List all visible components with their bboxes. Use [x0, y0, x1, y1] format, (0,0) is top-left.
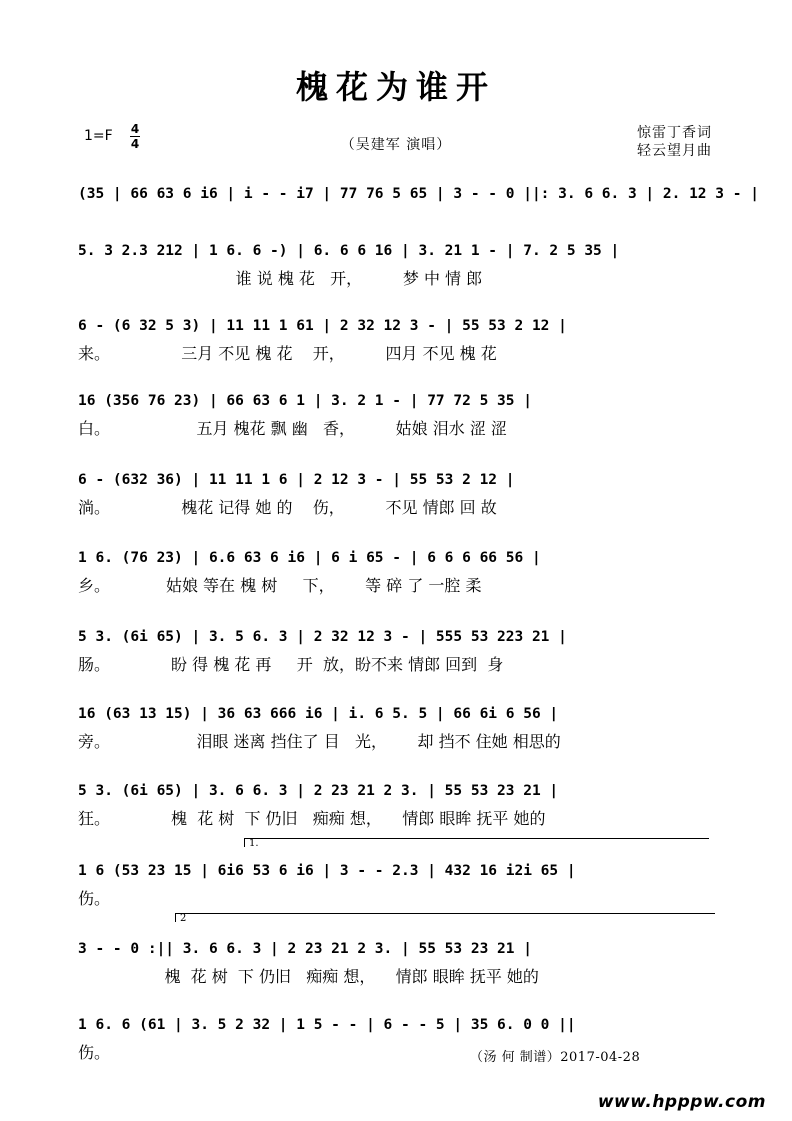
notation-line: 3 - - 0 :|| 3. 6 6. 3 | 2 23 21 2 3. | 55 53 23 21 |	[78, 941, 532, 957]
meter-top: 4	[130, 122, 140, 136]
notation-line: (35 | 66 63 6 i6 | i - - i7 | 77 76 5 65 | 3 - - 0 ||: 3. 6 6. 3 | 2. 12 3 - |	[78, 186, 759, 202]
notation-line: 16 (356 76 23) | 66 63 6 1 | 3. 2 1 - | 77 72 5 35 |	[78, 393, 532, 409]
notation-line: 1 6. (76 23) | 6.6 63 6 i6 | 6 i 65 - | 6 6 6 66 56 |	[78, 550, 541, 566]
first-ending-bracket: 1.	[244, 838, 709, 847]
key-signature: 1=F	[84, 128, 113, 144]
lyric-line: 白。 五月 槐花 飘 幽 香， 姑娘 泪水 涩 涩	[78, 419, 507, 438]
notation-line: 1 6 (53 23 15 | 6i6 53 6 i6 | 3 - - 2.3 | 432 16 i2i 65 |	[78, 863, 576, 879]
staff-system-5	[78, 469, 718, 519]
lyric-line: 谁 说 槐 花 开， 梦 中 情 郎	[78, 269, 483, 288]
staff-system-11	[78, 938, 718, 988]
lyric-line: 肠。 盼 得 槐 花 再 开 放，盼不来 情郎 回到 身	[78, 655, 504, 674]
lyric-line: 狂。 槐 花 树 下 仍旧 痴痴 想， 情郎 眼眸 抚平 她的	[78, 809, 546, 828]
composer-credit: 轻云望月曲	[637, 143, 712, 159]
notation-line: 5 3. (6i 65) | 3. 6 6. 3 | 2 23 21 2 3. | 55 53 23 21 |	[78, 783, 559, 799]
lyric-line: 乡。 姑娘 等在 槐 树 下， 等 碎 了 一腔 柔	[78, 576, 482, 595]
staff-system-8	[78, 703, 718, 753]
notation-line: 1 6. 6 (61 | 3. 5 2 32 | 1 5 - - | 6 - - 5 | 35 6. 0 0 ||	[78, 1017, 576, 1033]
author-credits	[637, 124, 712, 160]
lyric-line: 旁。 泪眼 迷离 挡住了 目 光， 却 挡不 住她 相思的	[78, 732, 561, 751]
staff-system-4	[78, 390, 718, 440]
notation-line: 6 - (6 32 5 3) | 11 11 1 61 | 2 32 12 3 - | 55 53 2 12 |	[78, 318, 567, 334]
lyric-line: 槐 花 树 下 仍旧 痴痴 想， 情郎 眼眸 抚平 她的	[78, 967, 539, 986]
staff-system-7	[78, 626, 718, 676]
notation-line: 5 3. (6i 65) | 3. 5 6. 3 | 2 32 12 3 - | 555 53 223 21 |	[78, 629, 567, 645]
staff-system-3	[78, 315, 718, 365]
lyric-line: 伤。	[78, 889, 111, 908]
notation-line: 16 (63 13 15) | 36 63 666 i6 | i. 6 5. 5 | 66 6i 6 56 |	[78, 706, 559, 722]
transcriber-credit: （汤 何 制谱）2017-04-28	[470, 1050, 641, 1065]
lyricist-credit: 惊雷丁香词	[637, 125, 712, 141]
staff-system-2	[78, 240, 718, 290]
site-watermark: www.hpppw.com	[597, 1092, 766, 1112]
lyric-line: 伤。	[78, 1043, 111, 1062]
meter-bottom: 4	[130, 137, 140, 151]
notation-line: 6 - (632 36) | 11 11 1 6 | 2 12 3 - | 55 53 2 12 |	[78, 472, 515, 488]
staff-system-9	[78, 780, 718, 830]
staff-system-1	[78, 183, 759, 205]
lyric-line: 淌。 槐花 记得 她 的 伤， 不见 情郎 回 故	[78, 498, 497, 517]
notation-line: 5. 3 2.3 212 | 1 6. 6 -) | 6. 6 6 16 | 3. 21 1 - | 7. 2 5 35 |	[78, 243, 620, 259]
performer-credit: （吴建军 演唱）	[340, 137, 452, 153]
song-title: 槐花为谁开	[295, 68, 496, 106]
lyric-line: 来。 三月 不见 槐 花 开， 四月 不见 槐 花	[78, 344, 497, 363]
second-ending-bracket: 2	[175, 913, 715, 922]
staff-system-10	[78, 860, 718, 910]
staff-system-6	[78, 547, 718, 597]
